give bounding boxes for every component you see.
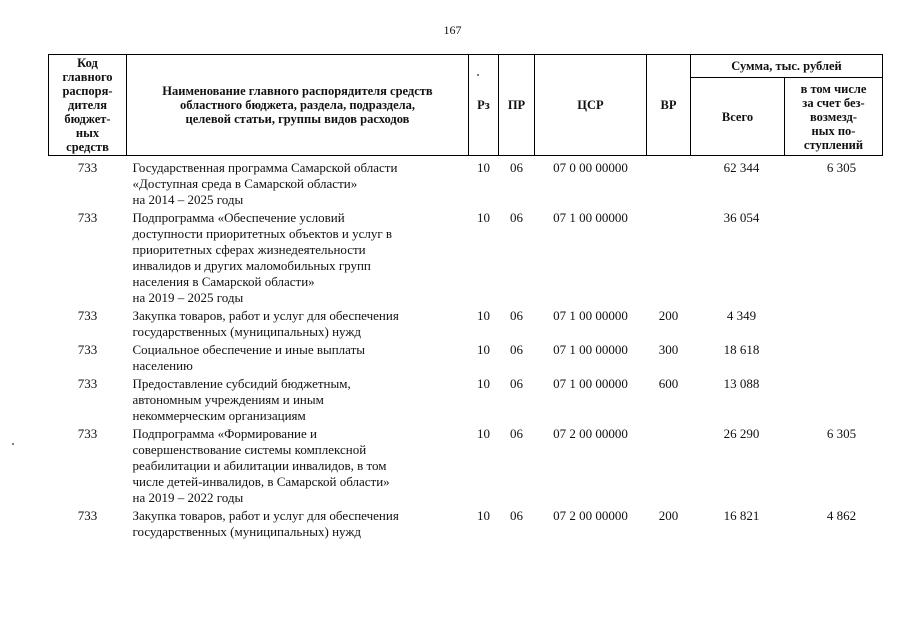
row-total: 4 349 (726, 308, 757, 323)
row-name-line: Предоставление субсидий бюджетным, (132, 376, 351, 391)
row-code: 733 (77, 508, 98, 523)
row-pr: 06 (510, 376, 523, 391)
table-row (49, 156, 883, 211)
header-rz: Рз (469, 55, 499, 156)
row-gratis: 4 862 (826, 508, 857, 523)
row-rz: 10 (477, 342, 490, 357)
header-csr: ЦСР (535, 55, 647, 156)
table-header (49, 55, 883, 156)
row-name-line: на 2019 – 2025 годы (132, 290, 244, 305)
header-code: Код главного распоря- дителя бюджет- ных средств (49, 55, 127, 156)
row-name-line: Государственная программа Самарской области (132, 160, 398, 175)
row-name (127, 426, 469, 508)
row-rz: 10 (477, 376, 490, 391)
row-rz: 10 (477, 210, 490, 225)
row-total: 16 821 (723, 508, 760, 523)
table-row (49, 426, 883, 508)
row-total: 18 618 (723, 342, 760, 357)
row-total: 36 054 (723, 210, 760, 225)
row-pr: 06 (510, 210, 523, 225)
row-name-line: Закупка товаров, работ и услуг для обеспечения (132, 308, 399, 323)
row-code: 733 (77, 376, 98, 391)
row-name-line: числе детей-инвалидов, в Самарской области» (132, 474, 390, 489)
row-name-line: инвалидов и других маломобильных групп (132, 258, 371, 273)
row-code: 733 (77, 426, 98, 441)
row-code: 733 (77, 160, 98, 175)
header-total: Всего (691, 78, 785, 156)
row-rz: 10 (477, 426, 490, 441)
row-total: 62 344 (723, 160, 760, 175)
row-rz: 10 (477, 308, 490, 323)
row-gratis (785, 342, 883, 376)
row-gratis: 6 305 (826, 160, 857, 175)
row-total: 26 290 (723, 426, 760, 441)
row-csr: 07 1 00 00000 (553, 376, 628, 391)
row-name (127, 210, 469, 308)
row-csr: 07 1 00 00000 (553, 210, 628, 225)
header-vr: ВР (647, 55, 691, 156)
row-code: 733 (77, 308, 98, 323)
header-gratis: в том числе за счет без- возмезд- ных по- ступлений (785, 78, 883, 156)
table-row (49, 342, 883, 376)
row-name-line: «Доступная среда в Самарской области» (132, 176, 358, 191)
row-gratis (785, 210, 883, 308)
row-name-line: автономным учреждениям и иным (132, 392, 324, 407)
row-csr: 07 1 00 00000 (553, 308, 628, 323)
row-pr: 06 (510, 508, 523, 523)
row-vr: 200 (658, 508, 679, 523)
row-gratis (785, 376, 883, 426)
row-vr: 200 (658, 308, 679, 323)
row-name-line: Социальное обеспечение и иные выплаты (132, 342, 366, 357)
row-name-line: населения в Самарской области» (132, 274, 315, 289)
row-name-line: Закупка товаров, работ и услуг для обеспечения (132, 508, 399, 523)
page-number: 167 (443, 23, 462, 37)
row-vr: 300 (658, 342, 679, 357)
row-name (127, 156, 469, 211)
table-row (49, 210, 883, 308)
row-name-line: Подпрограмма «Формирование и (132, 426, 317, 441)
row-code: 733 (77, 342, 98, 357)
scan-speck (12, 443, 14, 445)
row-pr: 06 (510, 308, 523, 323)
budget-table (48, 54, 883, 542)
row-name-line: государственных (муниципальных) нужд (132, 324, 361, 339)
row-name (127, 508, 469, 542)
row-name-line: населению (132, 358, 193, 373)
header-pr: ПР (499, 55, 535, 156)
row-pr: 06 (510, 426, 523, 441)
row-csr: 07 2 00 00000 (553, 426, 628, 441)
row-rz: 10 (477, 160, 490, 175)
row-pr: 06 (510, 160, 523, 175)
table-row (49, 376, 883, 426)
row-name-line: реабилитации и абилитации инвалидов, в том (132, 458, 387, 473)
row-pr: 06 (510, 342, 523, 357)
row-gratis: 6 305 (826, 426, 857, 441)
row-csr: 07 0 00 00000 (553, 160, 628, 175)
row-csr: 07 1 00 00000 (553, 342, 628, 357)
row-name-line: совершенствование системы комплексной (132, 442, 367, 457)
table-body (49, 156, 883, 543)
row-vr (647, 210, 691, 308)
row-name-line: на 2019 – 2022 годы (132, 490, 244, 505)
row-name-line: на 2014 – 2025 годы (132, 192, 244, 207)
row-code: 733 (77, 210, 98, 225)
row-name (127, 376, 469, 426)
row-vr (647, 426, 691, 508)
header-sum-group: Сумма, тыс. рублей (691, 55, 883, 78)
row-total: 13 088 (723, 376, 760, 391)
scan-speck (477, 74, 479, 76)
row-name (127, 342, 469, 376)
table-row (49, 308, 883, 342)
row-rz: 10 (477, 508, 490, 523)
row-gratis (785, 308, 883, 342)
table-row (49, 508, 883, 542)
row-vr (647, 156, 691, 211)
header-name: Наименование главного распорядителя средств областного бюджета, раздела, подраздела, целевой статьи, группы видов расходов (127, 55, 469, 156)
row-vr: 600 (658, 376, 679, 391)
row-name-line: доступности приоритетных объектов и услуг в (132, 226, 393, 241)
row-name-line: государственных (муниципальных) нужд (132, 524, 361, 539)
row-name-line: некоммерческим организациям (132, 408, 306, 423)
row-name-line: приоритетных сферах жизнедеятельности (132, 242, 366, 257)
row-name-line: Подпрограмма «Обеспечение условий (132, 210, 345, 225)
row-name (127, 308, 469, 342)
row-csr: 07 2 00 00000 (553, 508, 628, 523)
